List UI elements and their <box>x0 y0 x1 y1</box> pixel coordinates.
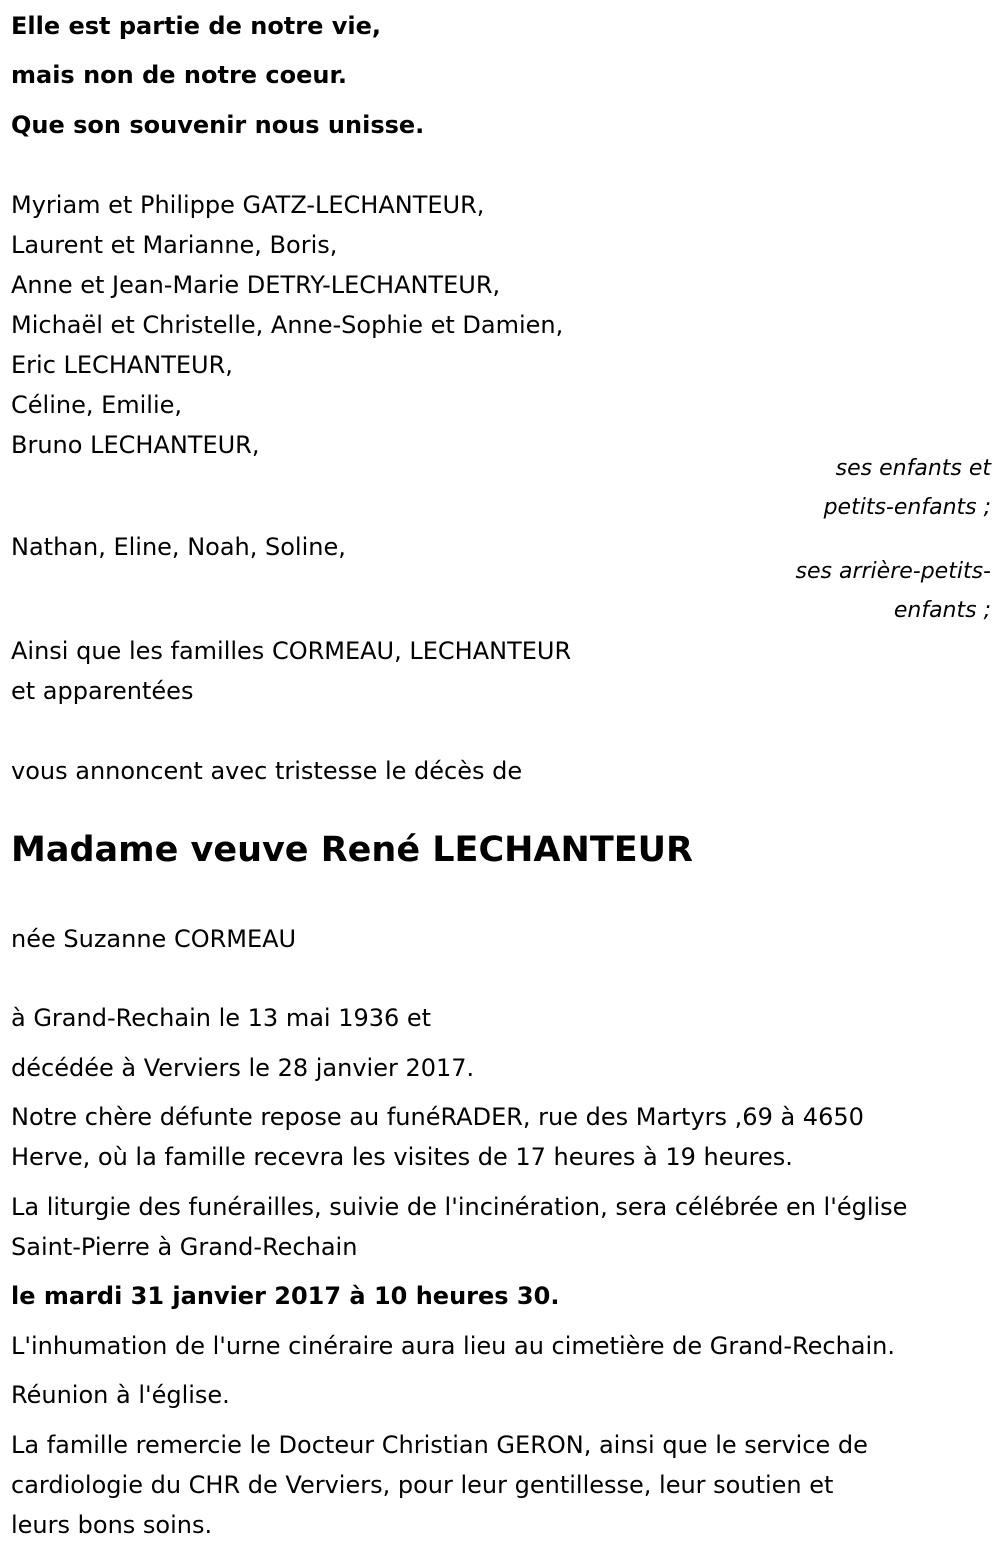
inhumation-text: L'inhumation de l'urne cinéraire aura lieu au cimetière de Grand-Rechain. <box>11 1332 896 1360</box>
repose-line-2: Herve, où la famille recevra les visites de 17 heures à 19 heures. <box>11 1143 793 1171</box>
role-children-line-1: ses enfants et <box>835 456 991 481</box>
repose-line-1: Notre chère défunte repose au funéRADER, rue des Martyrs ,69 à 4650 <box>11 1103 864 1131</box>
obituary-notice <box>11 0 991 1556</box>
great-grandchildren-line: Nathan, Eline, Noah, Soline, <box>11 533 346 561</box>
family-children-line: Eric LECHANTEUR, <box>11 351 233 379</box>
epigraph-line-3: Que son souvenir nous unisse. <box>11 111 425 139</box>
role-great-grandchildren-line-2: enfants ; <box>893 598 991 623</box>
role-children-line-2: petits-enfants ; <box>823 495 991 520</box>
role-great-grandchildren-line-1: ses arrière-petits- <box>795 559 991 584</box>
thanks-line-2: cardiologie du CHR de Verviers, pour leur gentillesse, leur soutien et <box>11 1471 834 1499</box>
family-children-line: Céline, Emilie, <box>11 391 183 419</box>
families-line-1: Ainsi que les familles CORMEAU, LECHANTEUR <box>11 637 572 665</box>
family-children-line: Anne et Jean-Marie DETRY-LECHANTEUR, <box>11 271 501 299</box>
maiden-name: née Suzanne CORMEAU <box>11 925 297 953</box>
deceased-name: Madame veuve René LECHANTEUR <box>11 830 693 870</box>
epigraph-line-1: Elle est partie de notre vie, <box>11 12 382 40</box>
thanks-line-1: La famille remercie le Docteur Christian GERON, ainsi que le service de <box>11 1431 868 1459</box>
family-children-line: Laurent et Marianne, Boris, <box>11 231 338 259</box>
epigraph-line-2: mais non de notre coeur. <box>11 61 348 89</box>
family-children-line: Bruno LECHANTEUR, <box>11 431 260 459</box>
announcement-text: vous annoncent avec tristesse le décès de <box>11 757 523 785</box>
birth-text: à Grand-Rechain le 13 mai 1936 et <box>11 1004 432 1032</box>
liturgy-line-1: La liturgie des funérailles, suivie de l'incinération, sera célébrée en l'église <box>11 1193 908 1221</box>
family-children-line: Michaël et Christelle, Anne-Sophie et Damien, <box>11 311 564 339</box>
families-line-2: et apparentées <box>11 677 194 705</box>
reunion-text: Réunion à l'église. <box>11 1381 230 1409</box>
liturgy-line-2: Saint-Pierre à Grand-Rechain <box>11 1233 358 1261</box>
ceremony-date: le mardi 31 janvier 2017 à 10 heures 30. <box>11 1282 560 1310</box>
thanks-line-3: leurs bons soins. <box>11 1511 213 1539</box>
death-text: décédée à Verviers le 28 janvier 2017. <box>11 1054 475 1082</box>
family-children-line: Myriam et Philippe GATZ-LECHANTEUR, <box>11 191 485 219</box>
